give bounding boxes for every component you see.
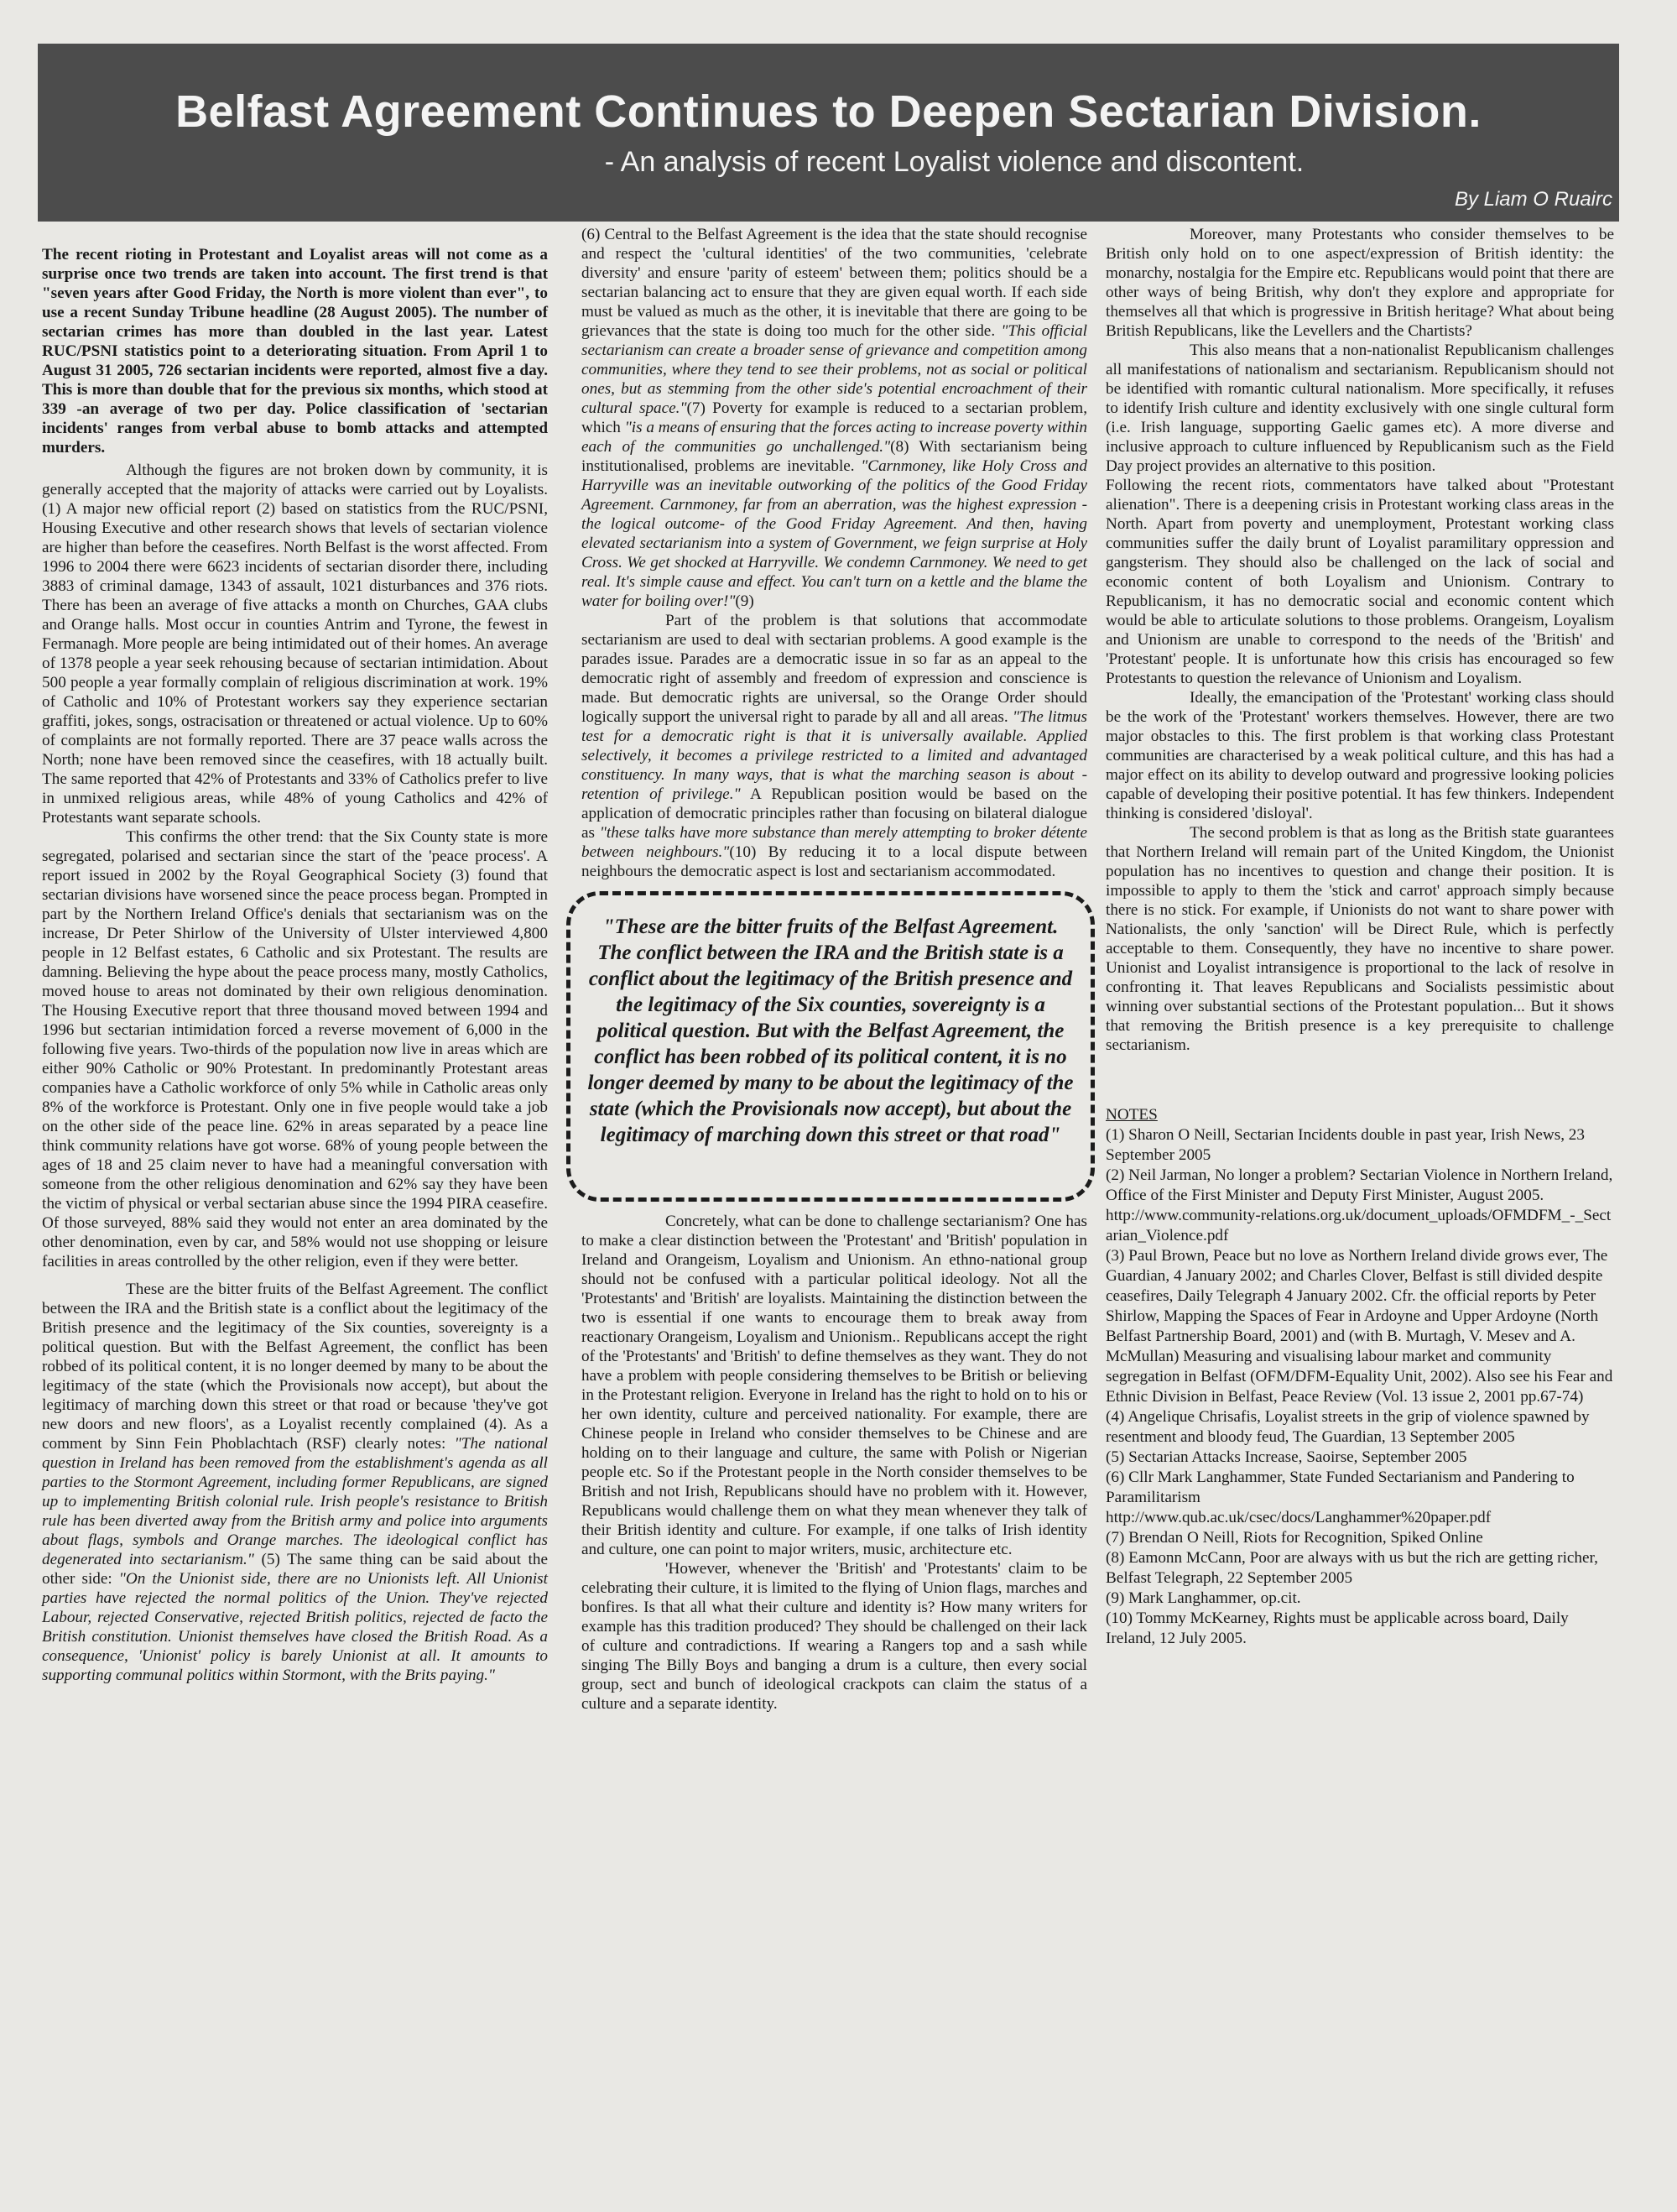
paragraph: Although the figures are not broken down by community, it is generally accepted that the majority of attacks were carried out by Loyalists. (1) A major new official report (2) based on statistics from the RUC/PSNI, Housing Executive and other research shows that levels of sectarian violence are higher than before the ceasefires. North Belfast is the worst affected. From 1996 to 2004 there were 6623 incidents of sectarian disorder there, including 3883 of criminal damage, 1343 of assault, 1021 disturbances and 376 riots. There has been an average of five attacks a month on Churches, GAA clubs and Orange halls. Most occur in counties Antrim and Tyrone, the fewest in Fermanagh. More people are being intimidated out of their homes. An average of 1378 people a year seek rehousing because of sectarian intimidation. About 500 people a year formally complain of religious discrimination at work. 19% of Catholic and 10% of Protestant workers say they experience sectarian graffiti, jokes, songs, ostracisation or threatened or actual violence. Up to 60% of complaints are not formally reported. There are 37 peace walls across the North; none have been removed since the ceasefires, with 18 actually built. The same reported that 42% of Protestants and 33% of Catholics prefer to live in unmixed religious areas, while 48% of young Catholics and 42% of Protestants want separate schools. — [42, 462, 548, 827]
paragraph: 'However, whenever the 'British' and 'Protestants' claim to be celebrating their culture, it is limited to the flying of Union flags, marches and bonfires. Is that all what their culture and identity is? How many writers for example has this tradition produced? They should be challenged on their lack of culture and contradictions. If wearing a Rangers top and a sash while singing The Billy Boys and banging a drum is a culture, then every social group, sect and bunch of ideological crackpots can claim the status of a culture and a separate identity. — [581, 1560, 1087, 1713]
notes-section — [1106, 1105, 1614, 1649]
note-item: (10) Tommy McKearney, Rights must be applicable across board, Daily Ireland, 12 July 2005. — [1106, 1609, 1569, 1647]
quotation: "On the Unionist side, there are no Unionists left. All Unionist parties have rejected the normal politics of the Union. They've rejected Labour, rejected Conservative, rejected British politics, rejected de facto the British constitution. Unionist themselves have closed the British Road. As a consequence, 'Unionist' policy is barely Unionist at all. It amounts to supporting communal politics within Stormont, with the Brits paying." — [42, 1570, 548, 1684]
quotation: "The national question in Ireland has been removed from the establishment's agenda as all parties to the Stormont Agreement, including former Republicans, are signed up to implementing British colonial rule. Irish people's resistance to British rule has been diverted away from the British army and police into arguments about flags, symbols and Orange marches. The ideological conflict has degenerated into sectarianism." — [42, 1435, 548, 1568]
note-item: (3) Paul Brown, Peace but no love as Northern Ireland divide grows ever, The Guardian, 4 January 2002; and Charles Clover, Belfast is still divided despite ceasefires, Daily Telegraph 4 January 2002. Cfr. the official reports by Peter Shirlow, Mapping the Spaces of Fear in Ardoyne and Upper Ardoyne (North Belfast Partnership Board, 2001) and (with B. Murtagh, V. Mesev and A. McMullan) Measuring and visualising labour market and community segregation in Belfast (OFM/DFM-Equality Unit, 2002). Also see his Fear and Ethnic Division in Belfast, Peace Review (Vol. 13 issue 2, 2001 pp.67-74) — [1106, 1247, 1613, 1406]
text-run: Part of the problem is that solutions that accommodate sectarianism are used to deal with sectarian problems. A good example is the parades issue. Parades are a democratic issue in so far as an appeal to the democratic right of assembly and freedom of expression and conscience is made. But democratic rights are universal, so the Orange Order should logically support the universal right to parade by all and all areas. — [581, 612, 1087, 726]
author-byline: By Liam O Ruairc — [1454, 188, 1612, 211]
text-run: (8) With sectarianism being institutionalised, problems are inevitable. — [581, 438, 1088, 475]
pull-quote: "These are the bitter fruits of the Belfast Agreement. The conflict between the IRA and the British state is a conflict about the legitimacy of the British presence and the legitimacy of the Six counties, sovereignty is a political question. But with the Belfast Agreement, the conflict has been robbed of its political content, it is no longer deemed by many to be about the legitimacy of the state (which the Provisionals now accept), but about the legitimacy of marching down this street or that road" — [566, 891, 1095, 1202]
quotation: "This official sectarianism can create a broader sense of grievance and competition among communities, where they tend to see their problems, not as social or political ones, but as stemming from the other side's potential encroachment of their cultural space." — [581, 322, 1087, 417]
quotation: "these talks have more substance than merely attempting to broker détente between neighbours." — [581, 824, 1087, 861]
lead-paragraph: The recent rioting in Protestant and Loyalist areas will not come as a surprise once two trends are taken into account. The first trend is that "seven years after Good Friday, the North is more violent than ever", to use a recent Sunday Tribune headline (28 August 2005). The number of sectarian crimes has more than doubled in the last year. Latest RUC/PSNI statistics point to a deteriorating situation. From April 1 to August 31 2005, 726 sectarian incidents were reported, almost five a day. This is more than double that for the previous six months, which stood at 339 -an average of two per day. Police classification of 'sectarian incidents' ranges from verbal abuse to bomb attacks and attempted murders. — [42, 246, 548, 456]
quotation: "is a means of ensuring that the forces acting to increase poverty within each of the communities go unchallenged." — [581, 419, 1087, 456]
note-item: (5) Sectarian Attacks Increase, Saoirse, September 2005 — [1106, 1448, 1467, 1466]
text-run: (7) Poverty for example is reduced to a sectarian problem, which — [581, 399, 1087, 436]
text-run: (9) — [735, 592, 754, 610]
column-2 — [581, 225, 1087, 1714]
paragraph: This confirms the other trend: that the Six County state is more segregated, polarised and sectarian since the start of the 'peace process'. A report issued in 2002 by the Royal Geographical Society (3) found that sectarian divisions have worsened since the peace process began. Prompted in part by the Northern Ireland Office's denials that sectarianism was on the increase, Dr Peter Shirlow of the University of Ulster interviewed 4,800 people in 12 Belfast estates, 6 Catholic and six Protestant. The results are damning. Believing the hype about the peace process many, mostly Catholics, moved house to areas not dominated by their own religious denomination. The Housing Executive report that three thousand moved between 1994 and 1996 but sectarian intimidation forced a reverse movement of 6,000 in the following five years. Two-thirds of the population now live in areas which are either 90% Catholic or 90% Protestant. In predominantly Protestant areas companies have a Catholic workforce of only 5% while in Catholic areas only 8% of the workforce is Protestant. Only one in five people would take a job on the other side of the peace line. 62% in areas separated by a peace line think community relations have got worse. 68% of young people between the ages of 18 and 25 claim never to have had a meaningful conversation with someone from the other religious denomination and 62% say they have been the victim of physical or verbal sectarian abuse since the 1994 PIRA ceasefire. Of those surveyed, 88% said they would not enter an area dominated by the other denomination, even by car, and 58% would not use shopping or leisure facilities in areas controlled by the other religion, even if they were better. — [42, 828, 548, 1270]
paragraph: This also means that a non-nationalist Republicanism challenges all manifestations of nationalism and sectarianism. Republicanism should not be identified with romantic cultural nationalism. More specifically, it refuses to identify Irish culture and identity exclusively with one single cultural form (i.e. Irish language, supporting Gaelic games etc). A more diverse and inclusive approach to culture influenced by Republicanism such as the Field Day project provides an alternative to this position. — [1106, 342, 1614, 475]
quotation: "Carnmoney, like Holy Cross and Harryville was an inevitable outworking of the politics of the Good Friday Agreement. Carnmoney, far from an aberration, was the highest expression -the logical outcome- of the Good Friday Agreement. And then, having elevated sectarianism into a system of Government, we feign surprise at Holy Cross. We get shocked at Harryville. We condemn Carnmoney. We need to get real. It's simple cause and effect. You can't turn on a kettle and the blame the water for boiling over!" — [581, 457, 1087, 610]
paragraph: The second problem is that as long as the British state guarantees that Northern Ireland will remain part of the United Kingdom, the Unionist population has no incentives to question and change their position. It is impossible to apply to them the 'stick and carrot' approach simply because there is no stick. For example, if Unionists do not want to share power with Nationalists, the only 'sanction' will be Direct Rule, which is perfectly acceptable to them. Consequently, they have no incentive to share power. Unionist and Loyalist intransigence is proportional to the lack of resolve in confronting it. That leaves Republicans and Socialists pessimistic about winning over substantial sections of the Protestant population... But it shows that removing the British presence is a key prerequisite to challenge sectarianism. — [1106, 824, 1614, 1054]
article-subtitle: - An analysis of recent Loyalist violence and discontent. — [604, 146, 1305, 178]
note-item: (9) Mark Langhammer, op.cit. — [1106, 1589, 1301, 1607]
paragraph — [581, 225, 1087, 611]
note-url: http://www.community-relations.org.uk/document_uploads/OFMDFM_-_Sectarian_Violence.pdf — [1106, 1207, 1612, 1244]
column-3 — [1106, 225, 1614, 1649]
note-url: http://www.qub.ac.uk/csec/docs/Langhammer%20paper.pdf — [1106, 1509, 1492, 1526]
note-item: (2) Neil Jarman, No longer a problem? Sectarian Violence in Northern Ireland, Office of the First Minister and Deputy First Minister, August 2005. — [1106, 1166, 1613, 1204]
column-1 — [42, 225, 548, 1685]
note-item: (4) Angelique Chrisafis, Loyalist streets in the grip of violence spawned by resentment and bloody feud, The Guardian, 13 September 2005 — [1106, 1408, 1590, 1446]
paragraph — [581, 611, 1087, 881]
notes-title: NOTES — [1106, 1106, 1158, 1124]
paragraph — [42, 1280, 548, 1685]
text-run: (10) By reducing it to a local dispute between neighbours the democratic aspect is lost and sectarianism accommodated. — [581, 843, 1087, 880]
text-run: (5) The same thing can be said about the other side: — [42, 1551, 548, 1588]
text-run: (6) Central to the Belfast Agreement is the idea that the state should recognise and respect the 'cultural identities' of the two communities, 'celebrate diversity' and ensure 'parity of esteem' between them; politics should be a sectarian balancing act to ensure that they are given equal worth. If each side must be valued as much as the other, it is inevitable that there are going to be grievances that the state is doing too much for the other side. — [581, 226, 1087, 340]
note-item: (6) Cllr Mark Langhammer, State Funded Sectarianism and Pandering to Paramilitarism — [1106, 1469, 1575, 1506]
quotation: "The litmus test for a democratic right is that it is universally available. Applied selectively, it becomes a privilege restricted to a limited and advantaged constituency. In many ways, that is what the marching season is about - retention of privilege." — [581, 708, 1087, 803]
header-banner — [38, 44, 1619, 222]
article-title: Belfast Agreement Continues to Deepen Sectarian Division. — [175, 86, 1482, 137]
paragraph: Concretely, what can be done to challenge sectarianism? One has to make a clear distinction between the 'Protestant' and 'British' population in Ireland and Orangeism, Loyalism and Unionism. An ethno-national group should not be confused with a particular political ideology. Not all the 'Protestants' and 'British' are loyalists. Maintaining the distinction between the two is essential if one wants to encourage them to break away from reactionary Orangeism, Loyalism and Unionism.. Republicans accept the right of the 'Protestants' and 'British' to define themselves as they want. They do not have a problem with people considering themselves to be British or believing in the Protestant religion. Everyone in Ireland has the right to hold on to his or her own identity, culture and perceived nationality. For example, there are Chinese people in Ireland who consider themselves to be Chinese and are holding on to their language and culture, the same with Polish or Nigerian people etc. So if the Protestant people in the North consider themselves to be British and not Irish, Republicans should have no problem with it. However, Republicans would challenge them on what they mean whenever they talk of their British identity and culture. For example, if one talks of Irish identity and culture, one can point to major writers, music, architecture etc. — [581, 1213, 1087, 1558]
note-item: (8) Eamonn McCann, Poor are always with us but the rich are getting richer, Belfast Telegraph, 22 September 2005 — [1106, 1549, 1598, 1587]
paragraph: Moreover, many Protestants who consider themselves to be British only hold on to one aspect/expression of British identity: the monarchy, nostalgia for the Empire etc. Republicans would point that there are other ways of being British, why don't they explore and appropriate for themselves all that which is progressive in British heritage? What about being British Republicans, like the Levellers and the Chartists? — [1106, 226, 1614, 340]
note-item: (1) Sharon O Neill, Sectarian Incidents double in past year, Irish News, 23 September 2005 — [1106, 1126, 1585, 1164]
text-run: A Republican position would be based on the application of democratic principles rather than focusing on bilateral dialogue as — [581, 785, 1087, 842]
text-run: These are the bitter fruits of the Belfast Agreement. The conflict between the IRA and the British state is a conflict about the legitimacy of the British presence and the legitimacy of the Six counties, sovereignty is a political question. But with the Belfast Agreement, the conflict has been robbed of its political content, it is no longer deemed by many to be about the legitimacy of the state (which the Provisionals now accept), but about the legitimacy of marching down this street or that road or because 'they've got new doors and new floors', as a Loyalist recently complained (4). As a comment by Sinn Fein Phoblachtach (RSF) clearly notes: — [42, 1281, 548, 1453]
note-item: (7) Brendan O Neill, Riots for Recognition, Spiked Online — [1106, 1529, 1483, 1547]
paragraph: Ideally, the emancipation of the 'Protestant' working class should be the work of the 'Protestant' workers themselves. However, there are two major obstacles to this. The first problem is that working class Protestant communities are characterised by a weak political culture, and this has had a major effect on its ability to develop outward and progressive looking policies capable of developing their positive potential. It has few thinkers. Independent thinking is considered 'disloyal'. — [1106, 689, 1614, 822]
paragraph: Following the recent riots, commentators have talked about "Protestant alienation". There is a deepening crisis in Protestant working class areas in the North. Apart from poverty and unemployment, Protestant working class communities suffer the daily brunt of Loyalist paramilitary oppression and gangsterism. They should also be challenged on the lack of social and economic content of both Loyalism and Unionism. Contrary to Republicanism, it has no democratic social and economic content which would be able to articulate solutions to those problems. Orangeism, Loyalism and Unionism are unable to correspond to the needs of the 'British' and 'Protestant' people. It is unfortunate how this crisis has encouraged so few Protestants to question the relevance of Unionism and Loyalism. — [1106, 477, 1614, 687]
